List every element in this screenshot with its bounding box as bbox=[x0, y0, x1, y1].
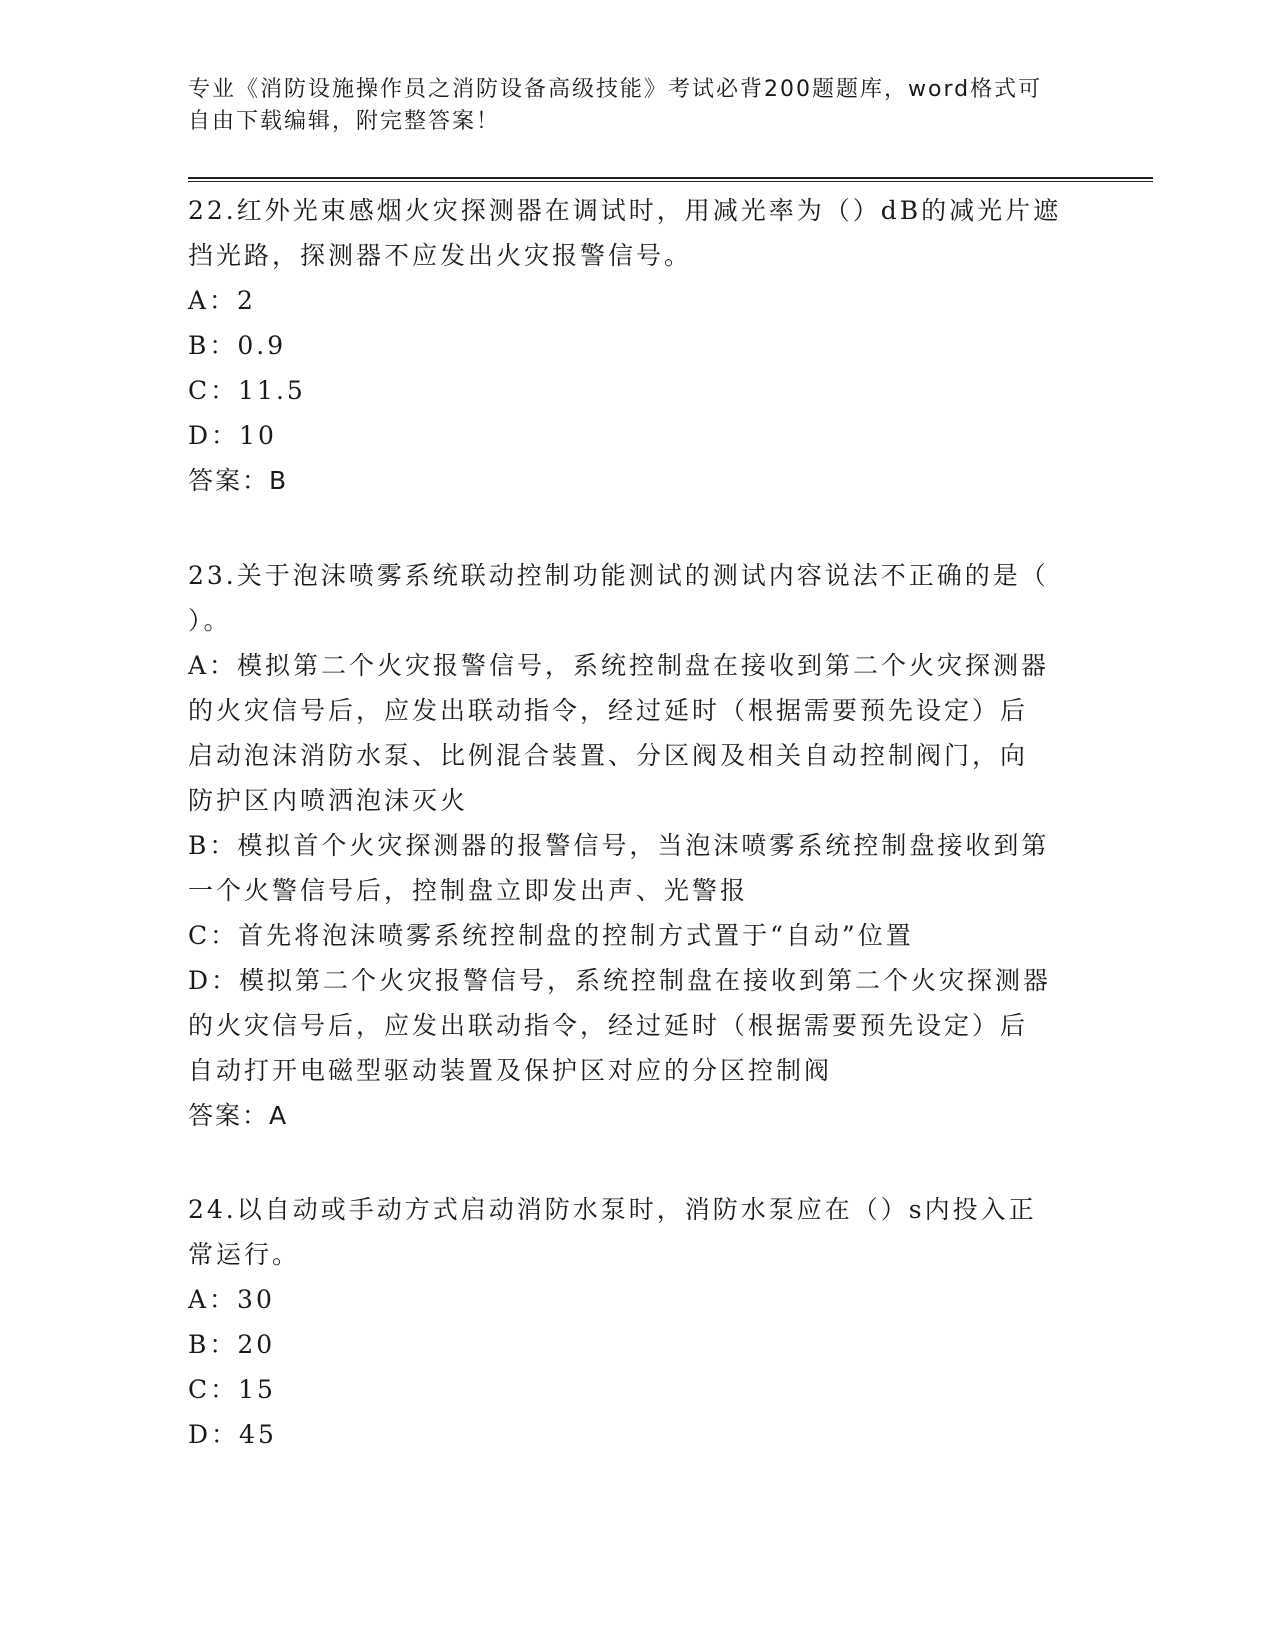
question-24 bbox=[188, 1187, 1088, 1457]
option-b-line: B：模拟首个火灾探测器的报警信号，当泡沫喷雾系统控制盘接收到第 bbox=[188, 831, 1050, 860]
option-b: B：20 bbox=[188, 1330, 276, 1359]
answer: 答案：A bbox=[188, 1101, 289, 1130]
header-title-line-2: 自由下载编辑，附完整答案！ bbox=[188, 109, 501, 134]
question-stem-line: 22.红外光束感烟火灾探测器在调试时，用减光率为（）dB的减光片遮 bbox=[188, 196, 1062, 225]
option-a: A：2 bbox=[188, 286, 256, 315]
question-stem-line: 挡光路，探测器不应发出火灾报警信号。 bbox=[188, 241, 693, 270]
header-title-line-1: 专业《消防设施操作员之消防设备高级技能》考试必背200题题库，word格式可 bbox=[188, 77, 1043, 102]
option-a-line: A：模拟第二个火灾报警信号，系统控制盘在接收到第二个火灾探测器 bbox=[188, 651, 1050, 680]
document-header bbox=[188, 74, 1088, 138]
option-d-line: 的火灾信号后，应发出联动指令，经过延时（根据需要预先设定）后 bbox=[188, 1011, 1029, 1040]
answer: 答案：B bbox=[188, 466, 289, 495]
option-a: A：30 bbox=[188, 1285, 275, 1314]
option-d: D：45 bbox=[188, 1420, 277, 1449]
option-b: B：0.9 bbox=[188, 331, 287, 360]
header-divider bbox=[188, 177, 1153, 182]
option-a-line: 的火灾信号后，应发出联动指令，经过延时（根据需要预先设定）后 bbox=[188, 696, 1029, 725]
option-b-line: 一个火警信号后，控制盘立即发出声、光警报 bbox=[188, 876, 749, 905]
option-d: D：10 bbox=[188, 421, 277, 450]
option-a-line: 启动泡沫消防水泵、比例混合装置、分区阀及相关自动控制阀门，向 bbox=[188, 741, 1029, 770]
question-stem-line: ）。 bbox=[188, 606, 232, 635]
option-a-line: 防护区内喷洒泡沫灭火 bbox=[188, 786, 469, 815]
question-stem-line: 常运行。 bbox=[188, 1240, 301, 1269]
question-stem-line: 23.关于泡沫喷雾系统联动控制功能测试的测试内容说法不正确的是（ bbox=[188, 561, 1049, 590]
option-d-line: 自动打开电磁型驱动装置及保护区对应的分区控制阀 bbox=[188, 1056, 833, 1085]
option-d-line: D：模拟第二个火灾报警信号，系统控制盘在接收到第二个火灾探测器 bbox=[188, 966, 1052, 995]
option-c: C：15 bbox=[188, 1375, 276, 1404]
question-23 bbox=[188, 553, 1088, 1138]
option-c-line: C：首先将泡沫喷雾系统控制盘的控制方式置于“自动”位置 bbox=[188, 921, 914, 950]
question-stem-line: 24.以自动或手动方式启动消防水泵时，消防水泵应在（）s内投入正 bbox=[188, 1195, 1037, 1224]
question-22 bbox=[188, 188, 1088, 503]
option-c: C：11.5 bbox=[188, 376, 306, 405]
